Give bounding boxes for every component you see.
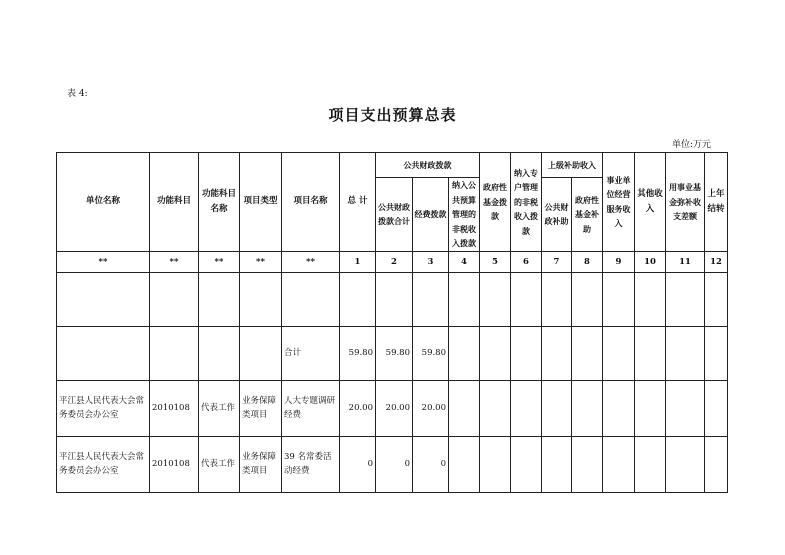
row-total: 20.00 xyxy=(340,380,376,436)
index-cell: 10 xyxy=(635,251,666,272)
index-cell: 3 xyxy=(413,251,449,272)
header-unit-business-income: 事业单位经营服务收入 xyxy=(603,153,635,252)
page-title: 项目支出预算总表 xyxy=(328,106,457,124)
row-public-fiscal-total: 20.00 xyxy=(376,380,413,436)
row-subject: 代表工作 xyxy=(199,380,240,436)
header-gov-fund: 政府性基金拨款 xyxy=(480,153,511,252)
index-cell: ** xyxy=(150,251,199,272)
table-row xyxy=(57,436,728,492)
index-cell: 7 xyxy=(542,251,572,272)
header-fund-deficit: 用事业基金弥补收支差额 xyxy=(666,153,705,252)
index-row xyxy=(57,251,728,272)
header-nontax-in-budget: 纳入公共预算管理的非税收入拨款 xyxy=(449,178,480,252)
index-cell: 2 xyxy=(376,251,413,272)
header-project-name: 项目名称 xyxy=(282,153,340,252)
summary-label: 合计 xyxy=(282,326,340,380)
summary-funding: 59.80 xyxy=(413,326,449,380)
row-funding: 20.00 xyxy=(413,380,449,436)
row-code: 2010108 xyxy=(150,436,199,492)
header-gov-fund-subsidy: 政府性基金补助 xyxy=(572,178,603,252)
index-cell: ** xyxy=(199,251,240,272)
row-name: 人大专题调研经费 xyxy=(282,380,340,436)
header-public-fiscal-total: 公共财政拨款合计 xyxy=(376,178,413,252)
header-unit-name: 单位名称 xyxy=(57,153,150,252)
budget-table xyxy=(56,152,728,493)
header-total: 总 计 xyxy=(340,153,376,252)
index-cell: ** xyxy=(240,251,282,272)
table-number: 表 4: xyxy=(67,89,88,99)
row-unit: 平江县人民代表大会常务委员会办公室 xyxy=(57,436,150,492)
header-public-subsidy: 公共财政补助 xyxy=(542,178,572,252)
row-type: 业务保障类项目 xyxy=(240,380,282,436)
row-type: 业务保障类项目 xyxy=(240,436,282,492)
table-row xyxy=(57,380,728,436)
index-cell: 1 xyxy=(340,251,376,272)
index-cell: ** xyxy=(282,251,340,272)
index-cell: 5 xyxy=(480,251,511,272)
header-funding: 经费拨款 xyxy=(413,178,449,252)
index-cell: 12 xyxy=(705,251,728,272)
header-project-type: 项目类型 xyxy=(240,153,282,252)
index-cell: 6 xyxy=(511,251,542,272)
header-func-subject-name: 功能科目名称 xyxy=(199,153,240,252)
row-subject: 代表工作 xyxy=(199,436,240,492)
header-carry-over: 上年结转 xyxy=(705,153,728,252)
row-code: 2010108 xyxy=(150,380,199,436)
row-public-fiscal-total: 0 xyxy=(376,436,413,492)
index-cell: 11 xyxy=(666,251,705,272)
row-unit: 平江县人民代表大会常务委员会办公室 xyxy=(57,380,150,436)
summary-total: 59.80 xyxy=(340,326,376,380)
header-other-income: 其他收入 xyxy=(635,153,666,252)
header-func-subject: 功能科目 xyxy=(150,153,199,252)
summary-row xyxy=(57,326,728,380)
index-cell: 9 xyxy=(603,251,635,272)
row-total: 0 xyxy=(340,436,376,492)
index-cell: ** xyxy=(57,251,150,272)
header-nontax-special: 纳入专户管理的非税收入拨款 xyxy=(511,153,542,252)
index-cell: 8 xyxy=(572,251,603,272)
header-upper-subsidy: 上级补助收入 xyxy=(542,153,603,178)
blank-row xyxy=(57,272,728,326)
header-row-1 xyxy=(57,153,728,178)
row-name: 39 名常委活动经费 xyxy=(282,436,340,492)
summary-public-fiscal-total: 59.80 xyxy=(376,326,413,380)
index-cell: 4 xyxy=(449,251,480,272)
row-funding: 0 xyxy=(413,436,449,492)
header-public-fiscal: 公共财政拨款 xyxy=(376,153,480,178)
unit-label: 单位:万元 xyxy=(672,140,712,150)
